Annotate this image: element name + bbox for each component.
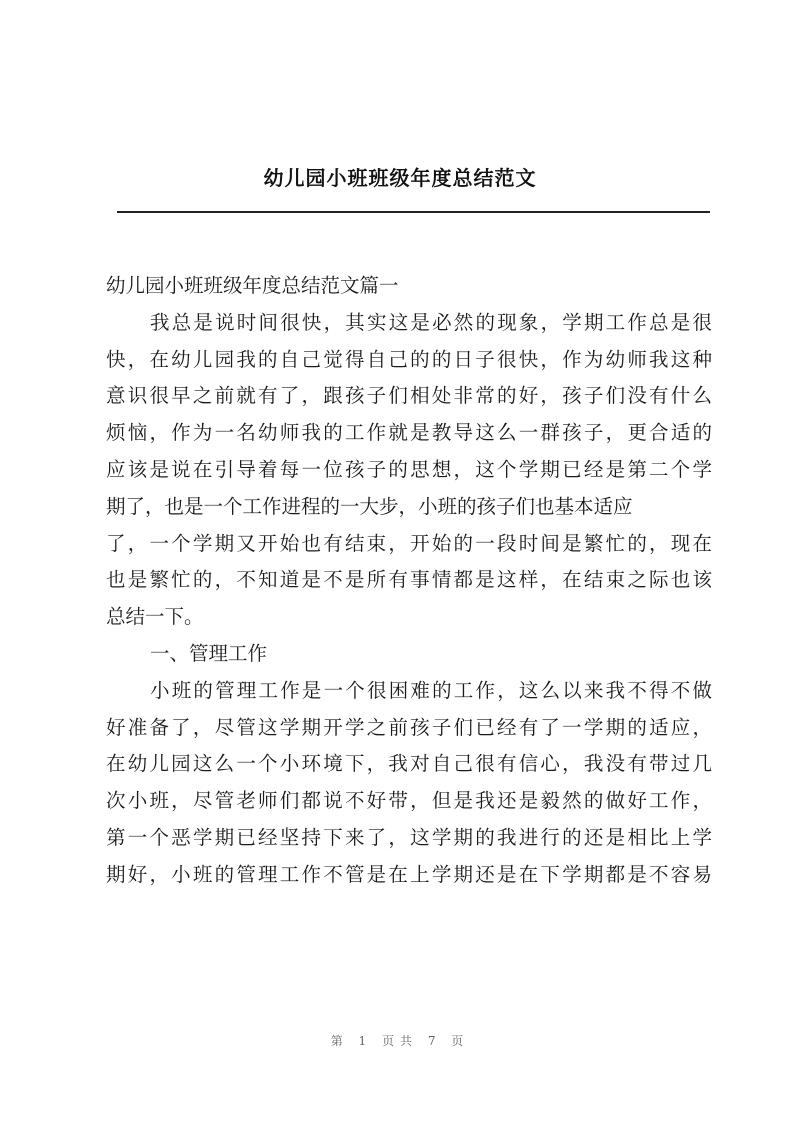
page-number-footer: 第 1 页共 7 页 [330, 1034, 470, 1048]
paragraph-line: 我总是说时间很快，其实这是必然的现象，学期工作总是很 [150, 310, 712, 334]
paragraph-line: 期好，小班的管理工作不管是在上学期还是在下学期都是不容易 [106, 862, 712, 886]
paragraph-line: 期了，也是一个工作进程的一大步，小班的孩子们也基本适应 [106, 494, 633, 518]
subsection-heading: 一、管理工作 [150, 641, 268, 665]
title-divider [117, 211, 710, 213]
paragraph-line: 次小班，尽管老师们都说不好带，但是我还是毅然的做好工作， [106, 789, 712, 813]
document-body [106, 268, 712, 894]
paragraph-line: 在幼儿园这么一个小环境下，我对自己很有信心，我没有带过几 [106, 752, 712, 776]
paragraph-line: 第一个恶学期已经坚持下来了，这学期的我进行的还是相比上学 [106, 825, 712, 849]
paragraph-line: 总结一下。 [106, 605, 204, 629]
paragraph-line: 意识很早之前就有了，跟孩子们相处非常的好，孩子们没有什么 [106, 384, 712, 408]
paragraph-line: 应该是说在引导着每一位孩子的思想，这个学期已经是第二个学 [106, 457, 712, 481]
paragraph-line: 也是繁忙的，不知道是不是所有事情都是这样，在结束之际也该 [106, 568, 712, 592]
paragraph-line: 快，在幼儿园我的自己觉得自己的的日子很快，作为幼师我这种 [106, 347, 712, 371]
paragraph-line: 小班的管理工作是一个很困难的工作，这么以来我不得不做 [150, 678, 712, 702]
section-heading: 幼儿园小班班级年度总结范文篇一 [106, 274, 399, 297]
paragraph-line: 烦恼，作为一名幼师我的工作就是教导这么一群孩子，更合适的 [106, 421, 712, 445]
page-title: 幼儿园小班班级年度总结范文 [263, 166, 537, 190]
paragraph-line: 好准备了，尽管这学期开学之前孩子们已经有了一学期的适应， [106, 715, 712, 739]
paragraph-line: 了，一个学期又开始也有结束，开始的一段时间是繁忙的，现在 [106, 531, 712, 555]
